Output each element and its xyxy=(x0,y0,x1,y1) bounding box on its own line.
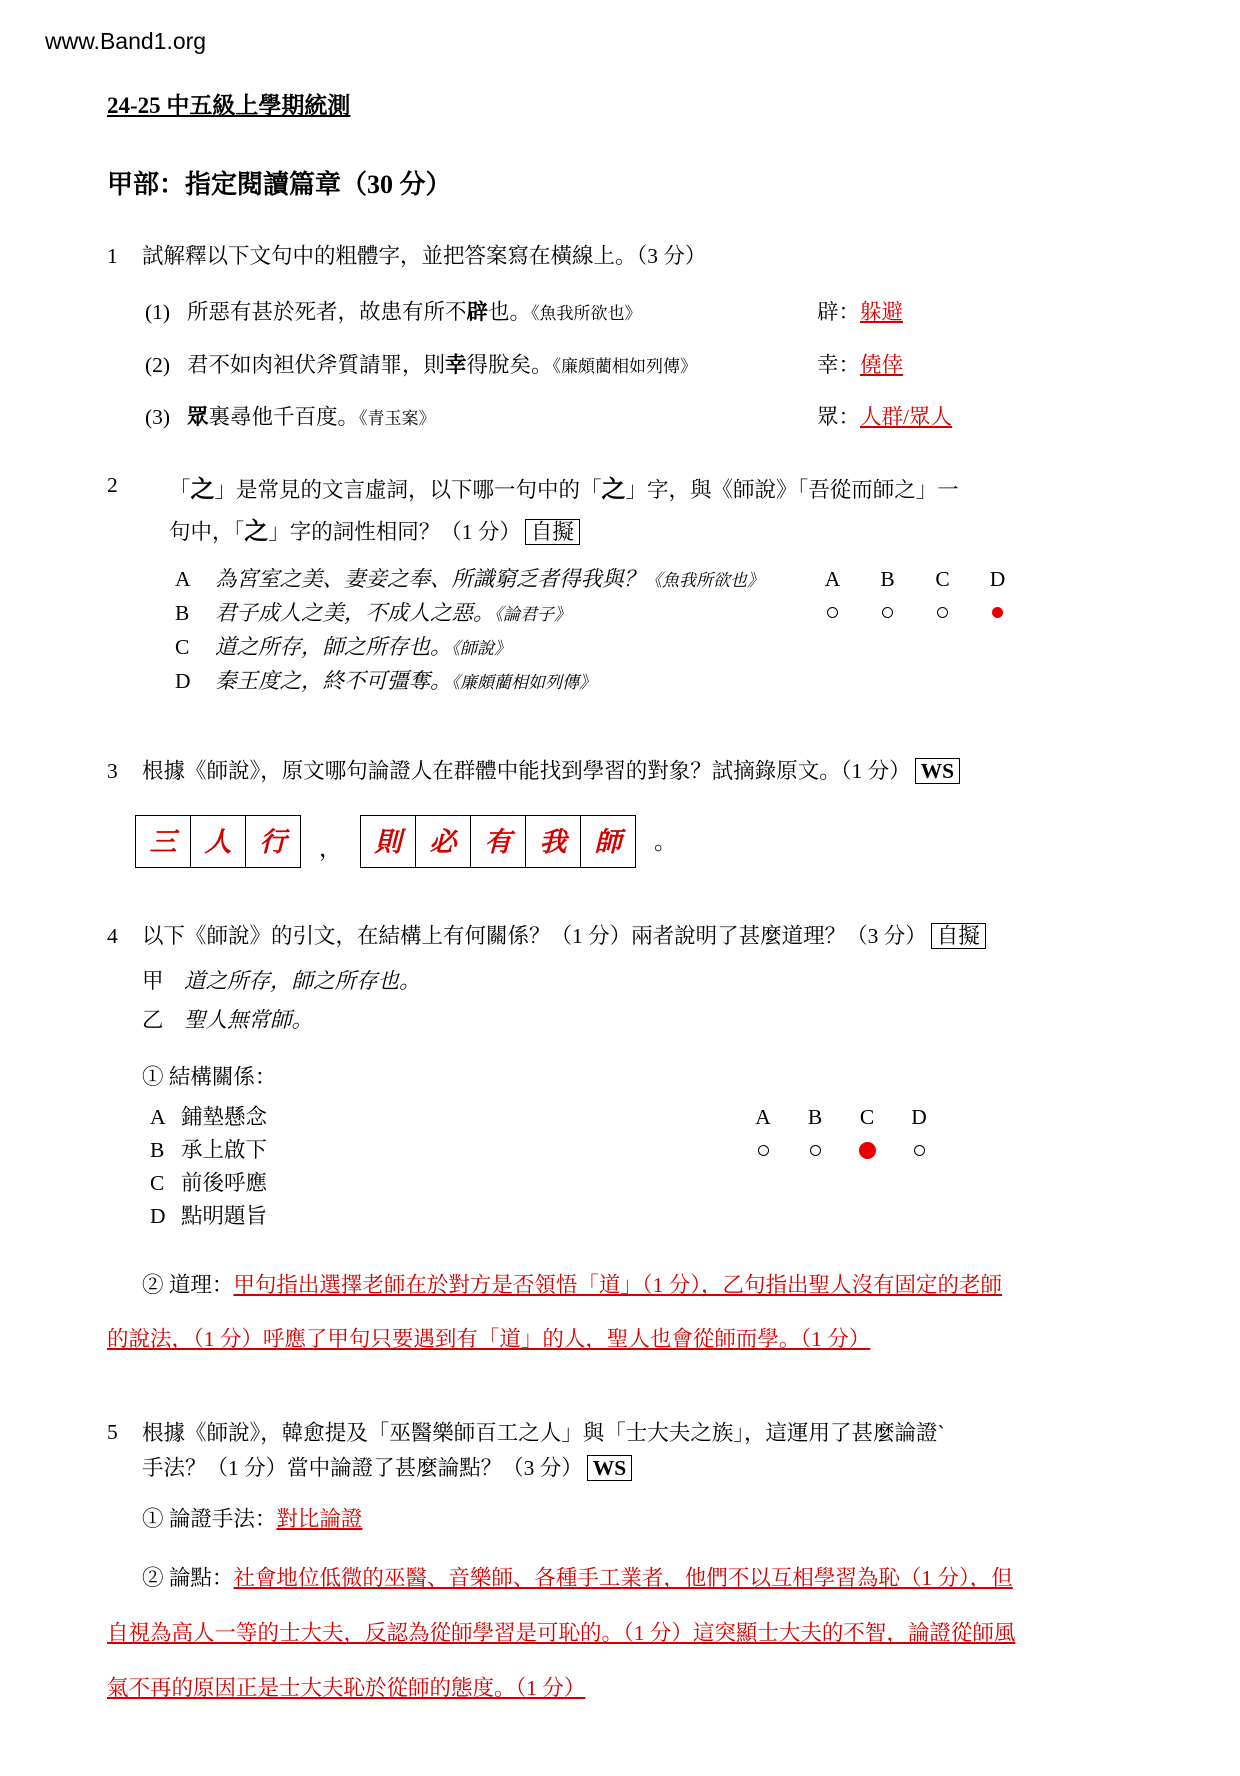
source-citation: 《論君子》 xyxy=(494,605,572,624)
item-answer xyxy=(817,296,903,328)
stem-line-2 xyxy=(142,1451,1195,1485)
answer-char-box: 我 xyxy=(525,815,581,868)
part-2-title: 論點： xyxy=(168,1566,234,1591)
option-C xyxy=(150,1167,1195,1200)
question-4 xyxy=(107,920,1195,1366)
answer-char-box: 必 xyxy=(415,815,471,868)
question-3-stem xyxy=(142,755,1195,787)
option-A xyxy=(150,1101,1195,1134)
item-answer xyxy=(817,401,952,433)
question-4-number: 4 xyxy=(107,924,118,949)
part-1-number: ① xyxy=(142,1064,164,1089)
option-letter: D xyxy=(150,1203,166,1228)
document-content xyxy=(107,89,1195,1716)
answer-char-box: 則 xyxy=(360,815,416,868)
answer-circle-A xyxy=(827,607,838,618)
question-1-items xyxy=(145,296,1195,433)
option-D xyxy=(150,1200,1195,1233)
option-text: 承上啟下 xyxy=(181,1137,268,1162)
question-2-number: 2 xyxy=(107,473,118,497)
question-2-stem-row xyxy=(107,469,1195,553)
quote-yi-text: 聖人無常師。 xyxy=(184,1007,314,1032)
part-2-title: 道理： xyxy=(168,1272,234,1297)
item-text-pre: 所惡有甚於死者，故患有所不 xyxy=(187,300,467,325)
item-number: (2) xyxy=(145,352,171,377)
question-4-stem xyxy=(142,920,1195,952)
part-1-answer: 對比論證 xyxy=(276,1507,363,1532)
question-5-number: 5 xyxy=(107,1420,118,1445)
option-letter: B xyxy=(150,1137,165,1162)
section-heading: 甲部：指定閱讀篇章（30 分） xyxy=(107,170,452,199)
source-citation: 《魚我所欲也》 xyxy=(531,304,642,324)
question-2 xyxy=(107,469,1195,699)
stem-text: 以下《師說》的引文，在結構上有何關係？（1 分）兩者說明了甚麼道理？（3 分） xyxy=(142,924,927,949)
bold-character: 之 xyxy=(601,477,626,503)
answer-circle-B xyxy=(810,1145,821,1156)
quote-jia-text: 道之所存，師之所存也。 xyxy=(184,968,421,993)
source-citation: 《廉頗藺相如列傳》 xyxy=(451,673,597,692)
option-letter: B xyxy=(175,601,190,625)
option-A xyxy=(175,563,1195,597)
answer-text: 躲避 xyxy=(860,300,904,325)
question-type-tag: WS xyxy=(915,758,960,784)
punctuation-period: 。 xyxy=(654,828,677,854)
option-D xyxy=(175,665,1195,699)
answer-header-A: A xyxy=(755,1104,771,1129)
answer-text: 人群/眾人 xyxy=(860,404,952,429)
question-type-tag: 自擬 xyxy=(931,923,986,949)
option-B xyxy=(150,1134,1195,1167)
bold-character: 幸 xyxy=(445,352,467,377)
question-type-tag: 自擬 xyxy=(525,519,580,545)
option-letter: D xyxy=(175,669,191,693)
option-letter: C xyxy=(150,1170,165,1195)
bold-character: 之 xyxy=(244,519,269,545)
answer-header-C: C xyxy=(859,1104,875,1129)
question-2-options xyxy=(175,563,1195,699)
stem-text: 根據《師說》，原文哪句論證人在群體中能找到學習的對象？試摘錄原文。（1 分） xyxy=(142,759,911,783)
option-letter: A xyxy=(150,1104,166,1129)
question-5 xyxy=(107,1416,1195,1715)
site-watermark: www.Band1.org xyxy=(45,28,207,54)
item-sentence xyxy=(145,296,817,328)
question-4-stem-row xyxy=(107,920,1195,952)
option-letter: C xyxy=(175,635,190,659)
part-1-title: 結構關係： xyxy=(168,1064,277,1089)
answer-label: 眾： xyxy=(817,404,861,429)
stem-text: 句中，「 xyxy=(169,520,245,544)
answer-header-B: B xyxy=(880,567,895,591)
item-sentence xyxy=(145,401,817,433)
answer-char-box: 行 xyxy=(245,815,301,868)
part-2-number: ② xyxy=(142,1566,164,1591)
option-text: 鋪墊懸念 xyxy=(181,1104,268,1129)
question-3 xyxy=(107,755,1195,868)
answer-box-group-2 xyxy=(360,815,636,868)
question-3-stem-row xyxy=(107,755,1195,787)
question-3-number: 3 xyxy=(107,759,118,783)
part-1-line xyxy=(142,1503,1195,1535)
list-item xyxy=(145,296,1195,328)
answer-header-C: C xyxy=(935,567,950,591)
item-text-pre: 君不如肉袒伏斧質請罪，則 xyxy=(187,352,446,377)
source-citation: 《廉頗藺相如列傳》 xyxy=(552,356,698,376)
answer-circle-C xyxy=(859,1142,876,1159)
option-text: 秦王度之，終不可彊奪。 xyxy=(215,669,452,693)
item-sentence xyxy=(145,349,817,381)
answer-char-box: 人 xyxy=(190,815,246,868)
option-text: 為宮室之美、妻妾之奉、所識窮乏者得我與？ xyxy=(215,567,646,591)
part-1-title: 論證手法： xyxy=(168,1507,277,1532)
bold-character: 之 xyxy=(190,477,215,503)
question-5-stem-row xyxy=(107,1416,1195,1485)
answer-header-B: B xyxy=(807,1104,823,1129)
punctuation-comma: ， xyxy=(319,835,342,861)
part-1-heading xyxy=(142,1061,1195,1093)
answer-header-D: D xyxy=(911,1104,927,1129)
answer-box-row xyxy=(135,815,1195,868)
part-2-number: ② xyxy=(142,1272,164,1297)
item-text-post: 也。 xyxy=(488,300,532,325)
stem-line-1: 根據《師說》，韓愈提及「巫醫樂師百工之人」與「士大夫之族」，這運用了甚麼論證` xyxy=(142,1421,945,1446)
option-C xyxy=(175,631,1195,665)
part-1-number: ① xyxy=(142,1507,164,1532)
answer-header-A: A xyxy=(824,567,841,591)
list-item xyxy=(145,401,1195,433)
item-text-post: 裏尋他千百度。 xyxy=(208,404,360,429)
source-citation: 《青玉案》 xyxy=(359,408,436,428)
answer-char-box: 師 xyxy=(580,815,636,868)
option-text: 點明題旨 xyxy=(181,1203,268,1228)
answer-circle-D xyxy=(914,1145,925,1156)
stem-text: 「 xyxy=(169,478,191,502)
item-answer xyxy=(817,349,903,381)
quote-jia-label: 甲 xyxy=(142,968,164,993)
model-answer-text: 社會地位低微的巫醫、音樂師、各種手工業者，他們不以互相學習為恥（1 分），但自視為高人一等的士大夫，反認為從師學習是可恥的。（1 分）這突顯士大夫的不智，論證從師風氣不再的原因正是士大夫恥於從師的態度。（1 分） xyxy=(107,1566,1016,1700)
bold-character: 眾 xyxy=(187,404,209,429)
question-5-stem xyxy=(142,1416,1195,1485)
option-text: 君子成人之美，不成人之惡。 xyxy=(215,601,495,625)
question-4-options xyxy=(150,1101,1195,1233)
source-citation: 《魚我所欲也》 xyxy=(645,571,765,590)
option-text: 前後呼應 xyxy=(181,1170,268,1195)
title-row xyxy=(107,89,1195,124)
quote-yi xyxy=(142,1004,1195,1037)
answer-circle-C xyxy=(937,607,948,618)
item-number: (3) xyxy=(145,404,171,429)
answer-label: 辟： xyxy=(817,300,861,325)
answer-header-D: D xyxy=(989,567,1006,591)
answer-char-box: 有 xyxy=(470,815,526,868)
stem-line-2 xyxy=(169,511,1195,553)
answer-circle-D xyxy=(992,607,1003,618)
source-citation: 《師說》 xyxy=(451,639,512,658)
question-2-stem xyxy=(169,469,1195,553)
part-2-answer xyxy=(107,1551,1019,1715)
list-item xyxy=(145,349,1195,381)
stem-text: 」字，與《師說》「吾從而師之」一 xyxy=(625,478,959,502)
item-number: (1) xyxy=(145,300,171,325)
stem-text: 」是常見的文言虛詞，以下哪一句中的「 xyxy=(214,478,602,502)
quote-jia xyxy=(142,965,1195,998)
question-1-stem: 試解釋以下文句中的粗體字，並把答案寫在橫線上。（3 分） xyxy=(142,244,707,268)
question-type-tag: WS xyxy=(587,1455,632,1481)
quote-yi-label: 乙 xyxy=(142,1007,164,1032)
question-1-stem-row xyxy=(107,240,1195,272)
stem-text: 」字的詞性相同？（1 分） xyxy=(268,520,521,544)
option-B xyxy=(175,597,1195,631)
answer-label: 幸： xyxy=(817,352,861,377)
document-title: 24-25 中五級上學期統測 xyxy=(107,92,351,118)
answer-char-box: 三 xyxy=(135,815,191,868)
answer-box-group-1 xyxy=(135,815,301,868)
item-text-post: 得脫矣。 xyxy=(466,352,553,377)
option-text: 道之所存，師之所存也。 xyxy=(215,635,452,659)
answer-grid xyxy=(737,1101,945,1167)
model-answer-text: 甲句指出選擇老師在於對方是否領悟「道」（1 分），乙句指出聖人沒有固定的老師的說法，（1 分）呼應了甲句只要遇到有「道」的人，聖人也會從師而學。（1 分） xyxy=(107,1272,1003,1351)
bold-character: 辟 xyxy=(466,300,489,325)
question-1-number: 1 xyxy=(107,244,118,268)
answer-text: 僥倖 xyxy=(860,352,904,377)
stem-text: 手法？（1 分）當中論證了甚麼論點？（3 分） xyxy=(142,1455,583,1480)
answer-grid xyxy=(805,563,1025,629)
part-2-answer xyxy=(107,1259,1019,1367)
stem-line-1 xyxy=(169,469,1195,511)
answer-circle-A xyxy=(758,1145,769,1156)
question-1 xyxy=(107,240,1195,433)
option-letter: A xyxy=(175,567,191,591)
answer-circle-B xyxy=(882,607,893,618)
